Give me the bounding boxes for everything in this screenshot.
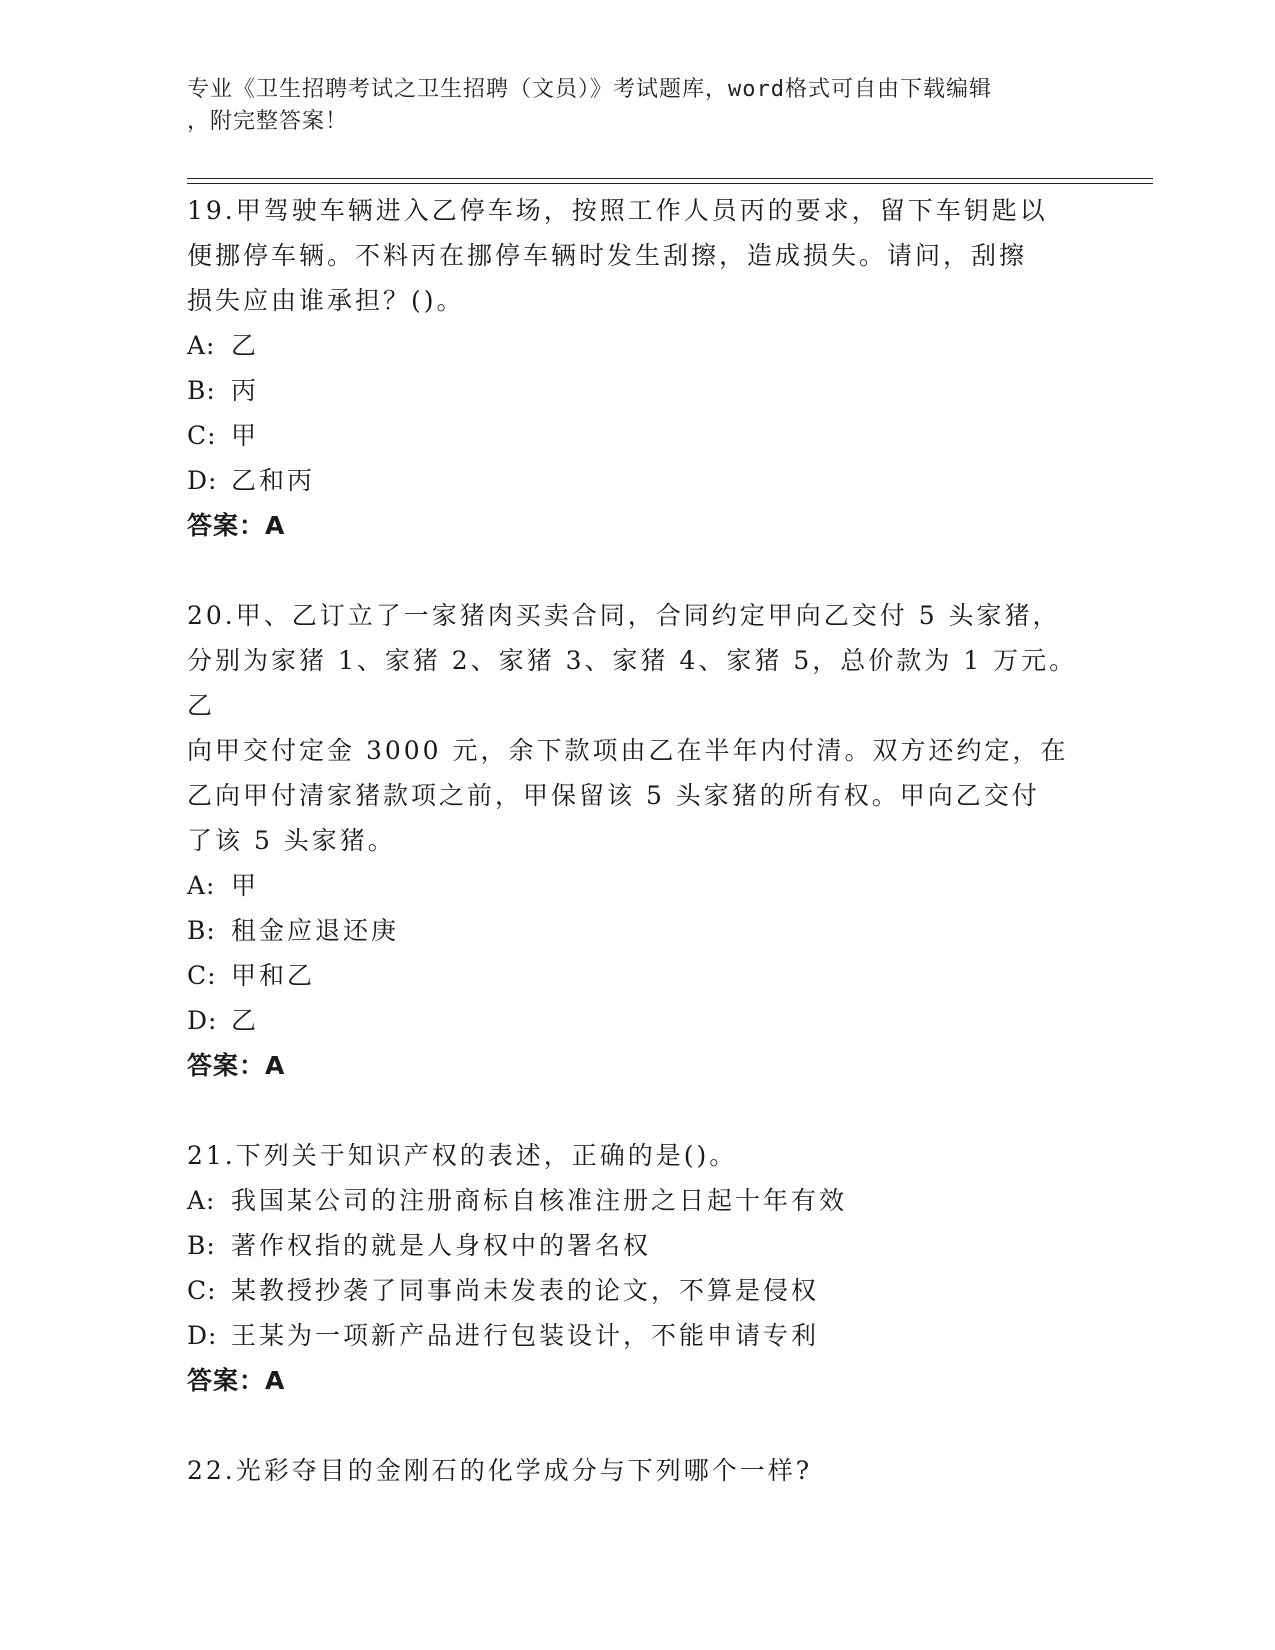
question-21 [187, 1133, 1087, 1403]
option-key: B: [187, 916, 216, 945]
answer-line: 答案：A [187, 1051, 286, 1080]
option-text: 甲和乙 [231, 961, 316, 990]
option-d [187, 1313, 1087, 1358]
question-text-line: 分别为家猪 1、家猪 2、家猪 3、家猪 4、家猪 5，总价款为 1 万元。乙 [187, 646, 1078, 720]
option-a [187, 1178, 1087, 1223]
question-list [187, 188, 1087, 1493]
option-text: 乙 [231, 331, 260, 360]
option-text: 甲 [231, 871, 260, 900]
option-key: B: [187, 376, 216, 405]
question-text-line: 向甲交付定金 3000 元，余下款项由乙在半年内付清。双方还约定，在 [187, 736, 1069, 765]
option-c [187, 953, 1087, 998]
header-divider-top [187, 178, 1153, 179]
option-key: A: [187, 1186, 216, 1215]
question-text-line: 21.下列关于知识产权的表述，正确的是()。 [187, 1141, 738, 1170]
option-c [187, 413, 1087, 458]
option-a [187, 323, 1087, 368]
header-divider-bottom [187, 183, 1153, 184]
question-20 [187, 593, 1087, 1088]
question-19 [187, 188, 1087, 548]
spacer [187, 548, 1087, 593]
option-text: 丙 [231, 376, 260, 405]
option-b [187, 368, 1087, 413]
question-22 [187, 1448, 1087, 1493]
option-key: C: [187, 961, 217, 990]
option-text: 某教授抄袭了同事尚未发表的论文，不算是侵权 [231, 1276, 820, 1305]
option-text: 著作权指的就是人身权中的署名权 [231, 1231, 652, 1260]
question-text-line: 了该 5 头家猪。 [187, 826, 396, 855]
option-key: B: [187, 1231, 216, 1260]
question-text-line: 损失应由谁承担？()。 [187, 286, 465, 315]
option-text: 乙和丙 [231, 466, 316, 495]
option-key: D: [187, 1321, 218, 1350]
option-key: D: [187, 1006, 218, 1035]
spacer [187, 1088, 1087, 1133]
option-text: 租金应退还庚 [231, 916, 400, 945]
header-line-2: ，附完整答案！ [187, 109, 349, 134]
question-text-line: 20.甲、乙订立了一家猪肉买卖合同，合同约定甲向乙交付 5 头家猪， [187, 601, 1061, 630]
option-key: A: [187, 331, 216, 360]
option-c [187, 1268, 1087, 1313]
header-line-1: 专业《卫生招聘考试之卫生招聘（文员）》考试题库，word格式可自由下载编辑 [187, 77, 992, 102]
option-b [187, 1223, 1087, 1268]
option-key: C: [187, 1276, 217, 1305]
answer-line: 答案：A [187, 1366, 286, 1395]
option-b [187, 908, 1087, 953]
option-a [187, 863, 1087, 908]
question-text-line: 19.甲驾驶车辆进入乙停车场，按照工作人员丙的要求，留下车钥匙以 [187, 196, 1048, 225]
answer-line: 答案：A [187, 511, 286, 540]
option-key: A: [187, 871, 216, 900]
question-text-line: 便挪停车辆。不料丙在挪停车辆时发生刮擦，造成损失。请问，刮擦 [187, 241, 1028, 270]
option-d [187, 998, 1087, 1043]
spacer [187, 1403, 1087, 1448]
option-text: 我国某公司的注册商标自核准注册之日起十年有效 [231, 1186, 848, 1215]
option-text: 乙 [231, 1006, 260, 1035]
option-text: 王某为一项新产品进行包装设计，不能申请专利 [231, 1321, 820, 1350]
question-text-line: 22.光彩夺目的金刚石的化学成分与下列哪个一样? [187, 1456, 813, 1485]
option-d [187, 458, 1087, 503]
document-header [187, 74, 1067, 138]
option-key: D: [187, 466, 218, 495]
question-text-line: 乙向甲付清家猪款项之前，甲保留该 5 头家猪的所有权。甲向乙交付 [187, 781, 1040, 810]
option-key: C: [187, 421, 217, 450]
option-text: 甲 [231, 421, 260, 450]
